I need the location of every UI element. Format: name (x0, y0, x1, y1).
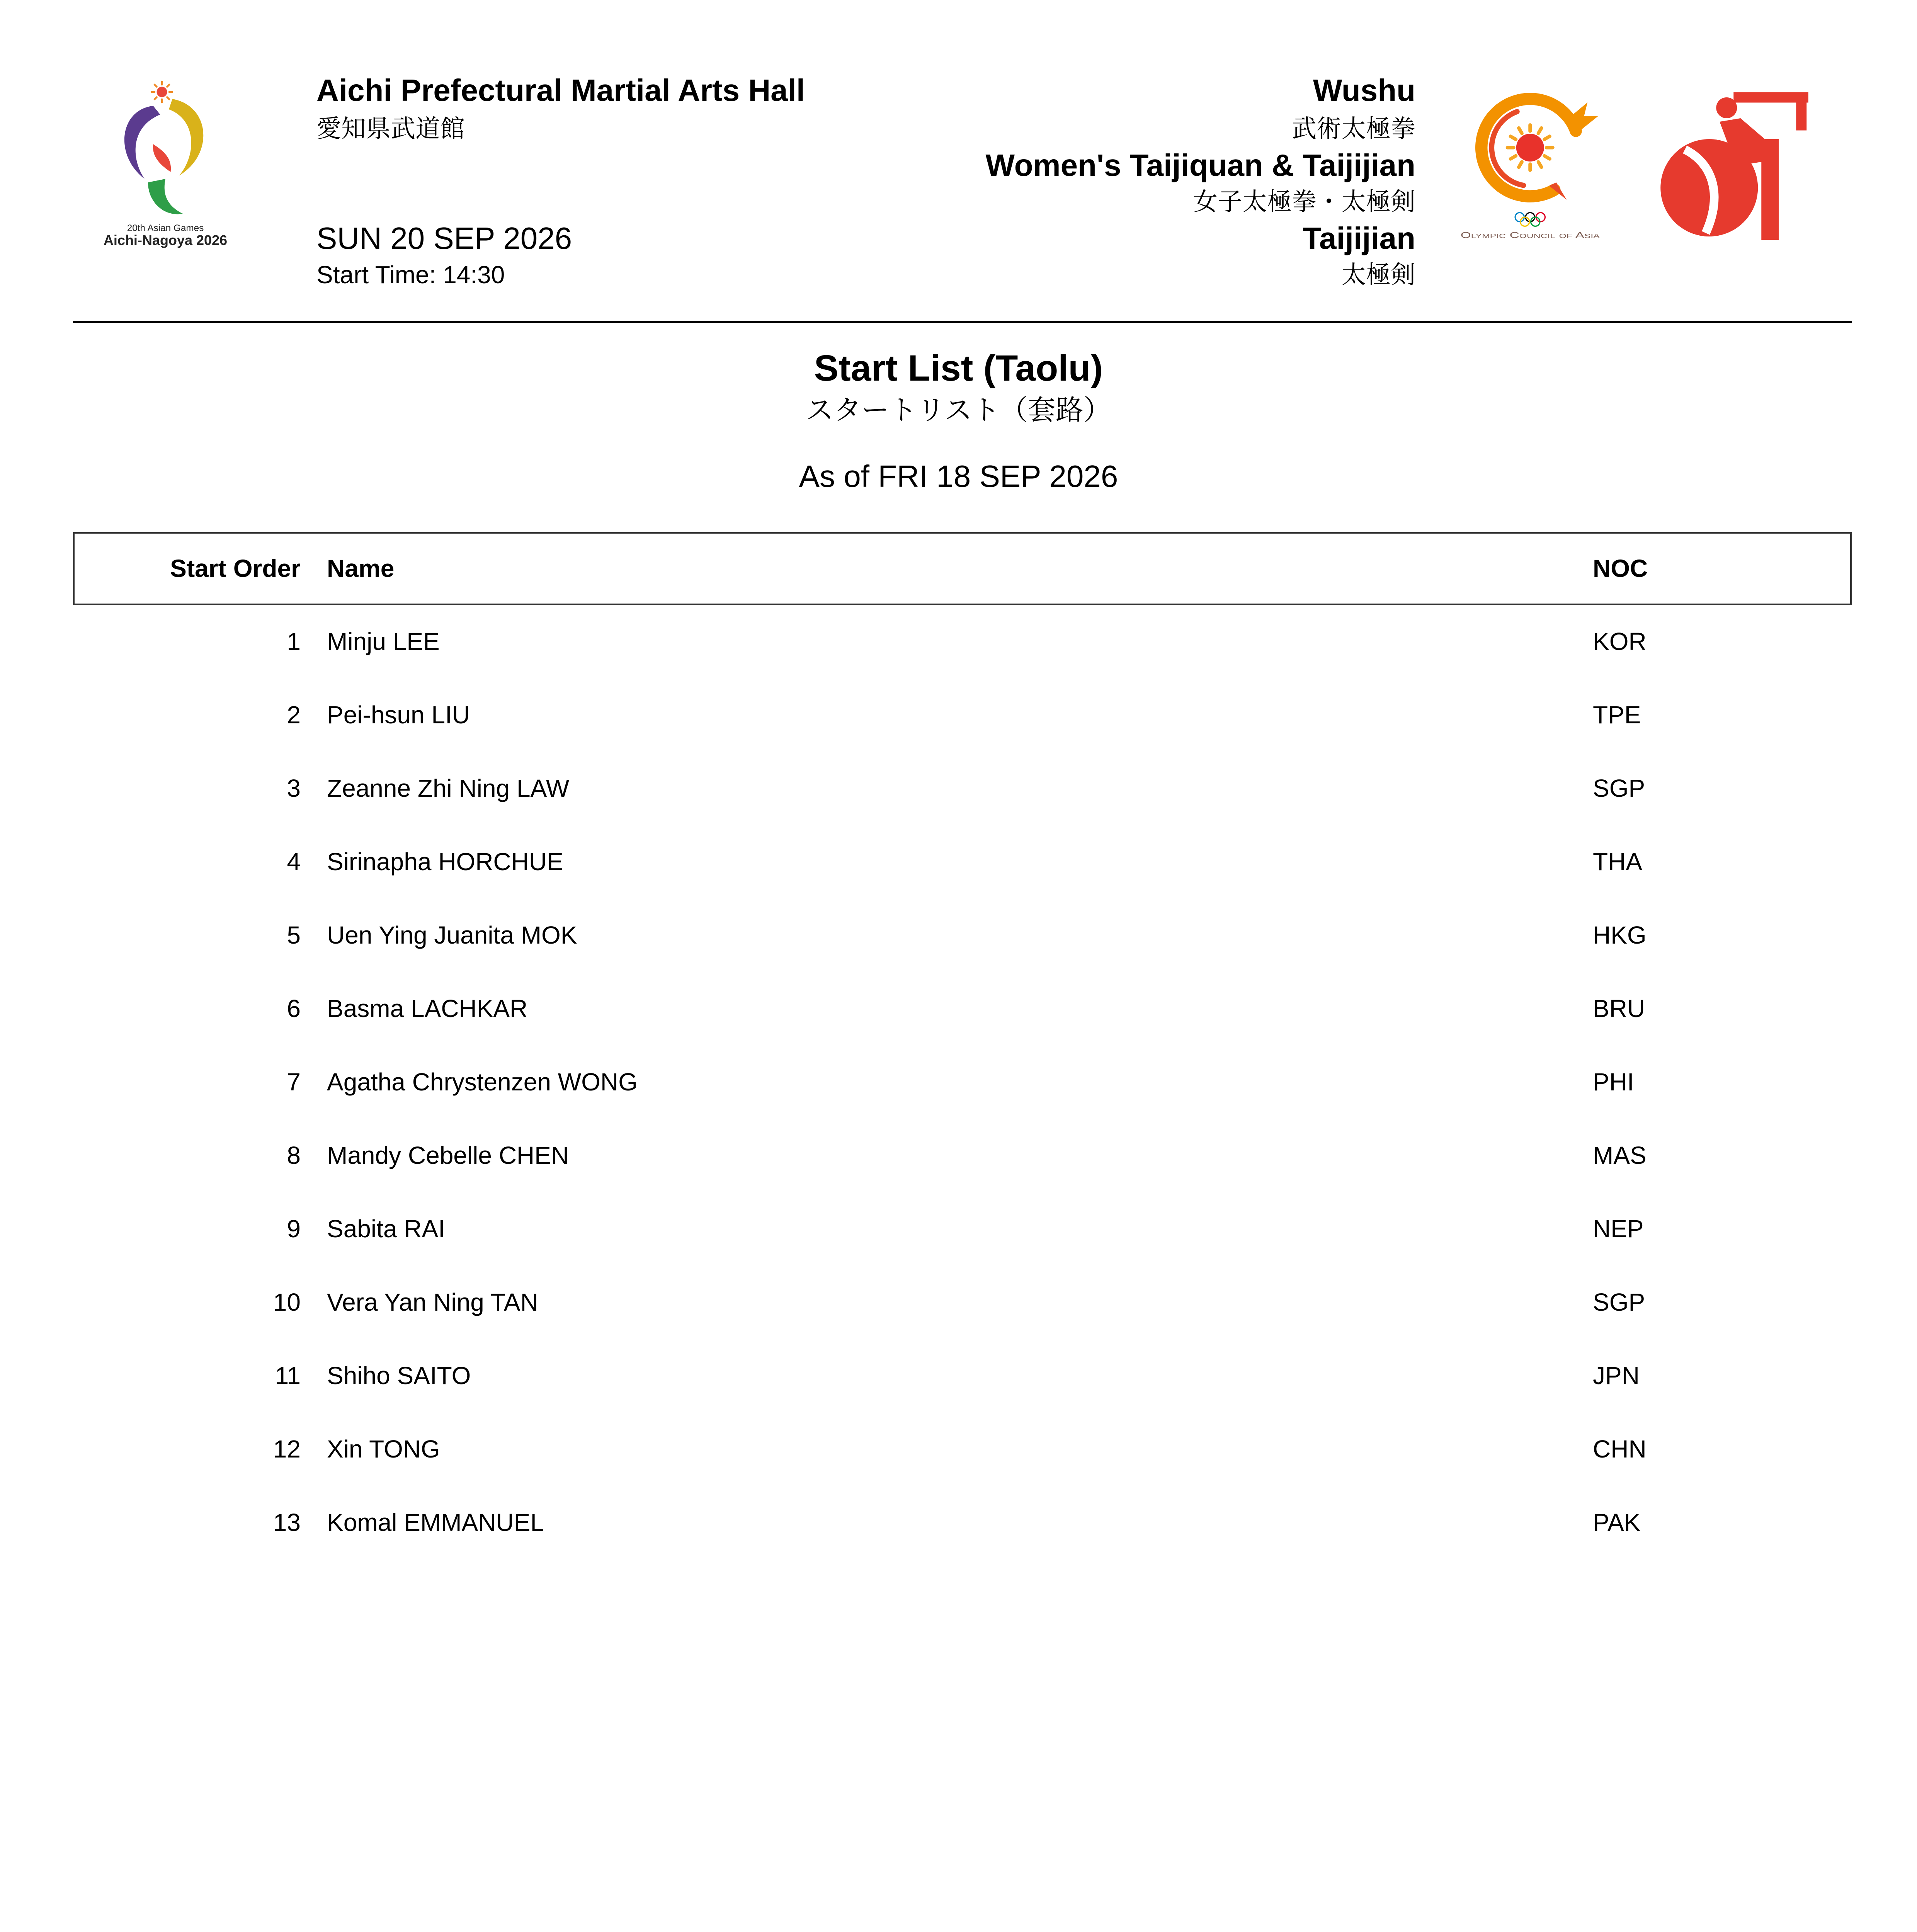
row-athlete-name: Zeanne Zhi Ning LAW (327, 774, 570, 802)
oca-logo-text: Olympic Council of Asia (1460, 230, 1600, 240)
row-start-order: 13 (273, 1509, 301, 1536)
row-start-order: 9 (287, 1215, 301, 1243)
table-row (73, 898, 1852, 972)
emblem-red-flame (153, 144, 171, 172)
row-start-order: 6 (287, 995, 301, 1022)
games-logo-line2: Aichi-Nagoya 2026 (103, 232, 228, 248)
table-row (73, 1339, 1852, 1412)
as-of-date: As of FRI 18 SEP 2026 (799, 459, 1118, 493)
row-noc: HKG (1593, 921, 1647, 949)
row-noc: SGP (1593, 774, 1645, 802)
report-title-ja: スタートリスト（套路） (806, 395, 1111, 426)
games-logo-line1: 20th Asian Games (127, 223, 204, 233)
asian-games-emblem-icon (96, 78, 235, 252)
emblem-purple-arc (124, 106, 160, 179)
row-start-order: 3 (287, 774, 301, 802)
row-start-order: 4 (287, 848, 301, 876)
header-divider (73, 321, 1852, 323)
event-name: Women's Taijiquan & Taijijian (985, 148, 1415, 182)
row-noc: SGP (1593, 1288, 1645, 1316)
row-noc: BRU (1593, 995, 1645, 1022)
venue-name-ja: 愛知県武道館 (316, 115, 465, 143)
row-athlete-name: Sirinapha HORCHUE (327, 848, 563, 876)
phase-name-ja: 太極剣 (1341, 261, 1415, 289)
sun-icon (151, 82, 172, 102)
row-athlete-name: Pei-hsun LIU (327, 701, 470, 729)
row-noc: KOR (1593, 628, 1647, 655)
row-start-order: 7 (287, 1068, 301, 1096)
table-row (73, 1192, 1852, 1265)
column-header-name: Name (327, 554, 395, 582)
column-header-start-order: Start Order (170, 554, 301, 582)
event-name-ja: 女子太極拳・太極剣 (1193, 188, 1415, 216)
row-start-order: 5 (287, 921, 301, 949)
row-athlete-name: Uen Ying Juanita MOK (327, 921, 577, 949)
row-athlete-name: Mandy Cebelle CHEN (327, 1141, 569, 1169)
row-start-order: 12 (273, 1435, 301, 1463)
games-logo (96, 78, 235, 252)
column-header-noc: NOC (1593, 554, 1648, 582)
table-row (73, 1486, 1852, 1559)
row-athlete-name: Agatha Chrystenzen WONG (327, 1068, 638, 1096)
oca-logo (1452, 78, 1603, 252)
venue-name: Aichi Prefectural Martial Arts Hall (316, 73, 805, 107)
row-noc: CHN (1593, 1435, 1647, 1463)
row-athlete-name: Sabita RAI (327, 1215, 445, 1243)
row-noc: NEP (1593, 1215, 1644, 1243)
row-start-order: 10 (273, 1288, 301, 1316)
row-noc: JPN (1593, 1362, 1640, 1389)
table-row (73, 1412, 1852, 1486)
sport-name-ja: 武術太極拳 (1292, 115, 1415, 143)
table-row (73, 972, 1852, 1045)
report-title: Start List (Taolu) (814, 348, 1103, 389)
oca-dragon-sun-icon (1452, 78, 1603, 252)
row-start-order: 11 (275, 1362, 301, 1389)
table-row (73, 1119, 1852, 1192)
table-row (73, 825, 1852, 898)
olympic-rings-icon (1515, 213, 1545, 226)
emblem-gold-arc (169, 99, 203, 175)
start-time: Start Time: 14:30 (316, 261, 505, 289)
row-athlete-name: Minju LEE (327, 628, 440, 655)
row-start-order: 2 (287, 701, 301, 729)
row-start-order: 8 (287, 1141, 301, 1169)
sport-pictogram (1660, 87, 1808, 240)
phase-name: Taijijian (1303, 221, 1415, 255)
event-date: SUN 20 SEP 2026 (316, 221, 572, 255)
emblem-green-arc (148, 179, 183, 214)
table-row (73, 678, 1852, 752)
row-athlete-name: Xin TONG (327, 1435, 440, 1463)
table-row (73, 605, 1852, 678)
table-row (73, 1045, 1852, 1119)
row-athlete-name: Komal EMMANUEL (327, 1509, 544, 1536)
row-athlete-name: Basma LACHKAR (327, 995, 528, 1022)
row-start-order: 1 (287, 628, 301, 655)
sport-name: Wushu (1313, 73, 1415, 107)
row-noc: PHI (1593, 1068, 1634, 1096)
row-noc: PAK (1593, 1509, 1641, 1536)
table-row (73, 1265, 1852, 1339)
row-noc: TPE (1593, 701, 1641, 729)
row-athlete-name: Vera Yan Ning TAN (327, 1288, 538, 1316)
row-noc: THA (1593, 848, 1642, 876)
wushu-taijijian-pictogram-icon (1660, 87, 1808, 240)
table-row (73, 752, 1852, 825)
sun-icon (1516, 134, 1544, 162)
row-noc: MAS (1593, 1141, 1647, 1169)
row-athlete-name: Shiho SAITO (327, 1362, 471, 1389)
